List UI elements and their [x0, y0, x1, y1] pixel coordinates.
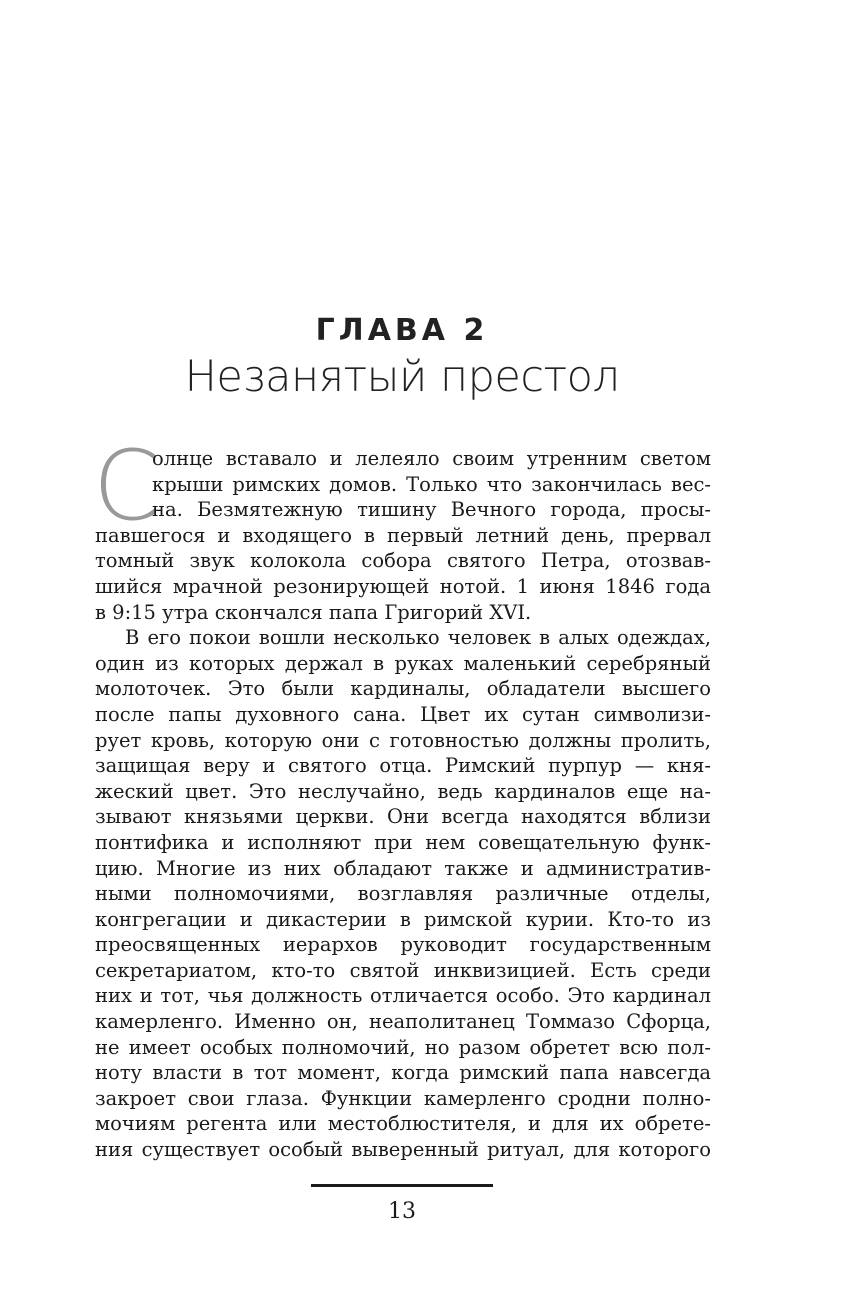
text-line: понтифика и исполняют при нем совещательную функ- — [95, 830, 711, 854]
footer-rule — [311, 1184, 493, 1187]
text-line: один из которых держал в руках маленький серебряный — [95, 651, 711, 675]
text-line: ноту власти в тот момент, когда римский папа навсегда — [95, 1061, 711, 1085]
text-line: секретариатом, кто-то святой инквизицией. Есть среди — [95, 958, 711, 982]
text-line: мочиям регента или местоблюстителя, и для их обрете- — [95, 1112, 711, 1136]
text-line: закроет свои глаза. Функции камерленго сродни полно- — [95, 1086, 711, 1110]
text-line: шийся мрачной резонирующей нотой. 1 июня 1846 года — [95, 574, 711, 598]
text-line: конгрегации и дикастерии в римской курии. Кто-то из — [95, 907, 711, 931]
text-line: после папы духовного сана. Цвет их сутан символизи- — [95, 702, 711, 726]
text-line: ными полномочиями, возглавляя различные отделы, — [95, 882, 711, 906]
body-text — [95, 446, 711, 1163]
text-line: ния существует особый выверенный ритуал, для которого — [95, 1138, 711, 1162]
drop-cap: С — [93, 430, 161, 542]
text-line: томный звук колокола собора святого Петра, отозвав- — [95, 549, 711, 573]
text-line: В его покои вошли несколько человек в алых одеждах, — [125, 626, 711, 650]
text-line: не имеет особых полномочий, но разом обретет всю пол- — [95, 1035, 711, 1059]
text-line: зывают князьями церкви. Они всегда находятся вблизи — [95, 805, 711, 829]
text-line: них и тот, чья должность отличается особо. Это кардинал — [95, 984, 711, 1008]
chapter-title: Незанятый престол — [184, 352, 620, 402]
text-line: защищая веру и святого отца. Римский пурпур — кня- — [95, 754, 711, 778]
page-number: 13 — [388, 1199, 416, 1224]
text-line: на. Безмятежную тишину Вечного города, просы- — [152, 498, 711, 522]
text-line: олнце вставало и лелеяло своим утренним светом — [152, 447, 711, 470]
text-line: павшегося и входящего в первый летний день, прервал — [95, 523, 711, 547]
text-line: крыши римских домов. Только что закончилась вес- — [152, 472, 711, 496]
text-line: молоточек. Это были кардиналы, обладатели высшего — [95, 677, 711, 701]
text-line: рует кровь, которую они с готовностью должны пролить, — [95, 728, 711, 752]
text-line: преосвященных иерархов руководит государственным — [95, 933, 711, 957]
chapter-label: ГЛАВА 2 — [315, 313, 489, 348]
text-line: камерленго. Именно он, неаполитанец Томмазо Сфорца, — [95, 1010, 711, 1034]
text-line: жеский цвет. Это неслучайно, ведь кардиналов еще на- — [95, 779, 711, 803]
text-line: в 9:15 утра скончался папа Григорий XVI. — [95, 600, 532, 624]
text-line: цию. Многие из них обладают также и административ- — [95, 856, 711, 880]
